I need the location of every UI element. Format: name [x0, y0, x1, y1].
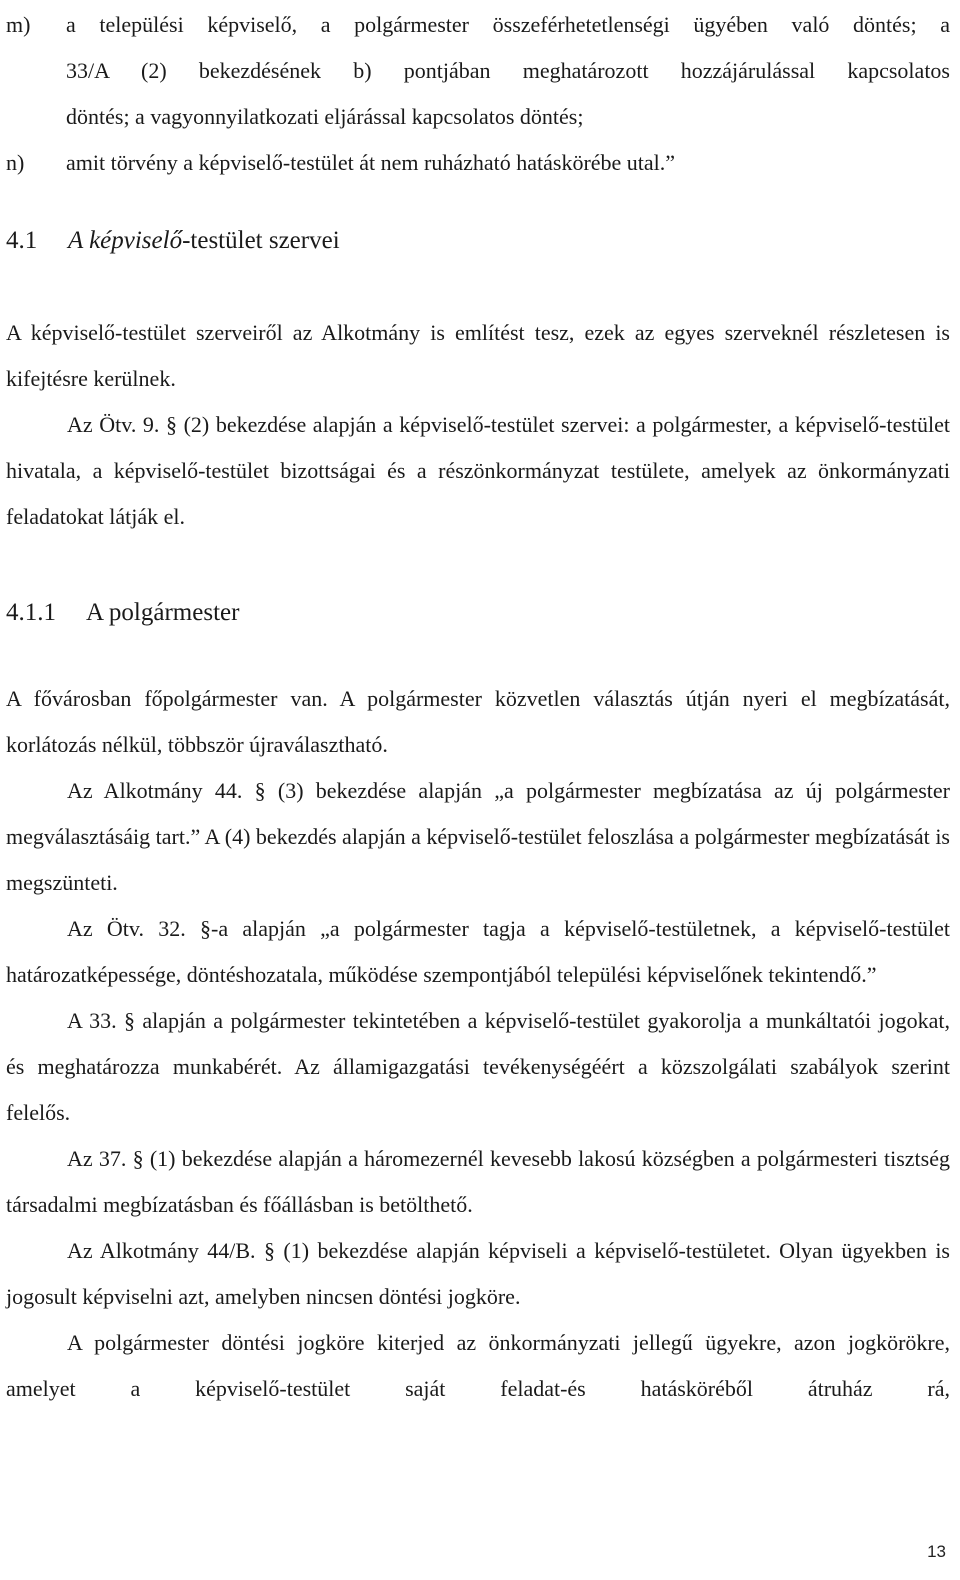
paragraph: Az Ötv. 32. §-a alapján „a polgármester tagja a képviselő-testületnek, a képviselő-testület határozatképessége, döntéshozatala, működése szempontjából települési képviselőnek tekintendő.”: [6, 916, 950, 987]
page-number: 13: [927, 1542, 946, 1561]
paragraph: A képviselő-testület szerveiről az Alkotmány is említést tesz, ezek az egyes szerveknél részletesen is kifejtésre kerülnek.: [6, 320, 950, 391]
paragraph: Az Alkotmány 44. § (3) bekezdése alapján „a polgármester megbízatása az új polgármester megválasztásáig tart.” A (4) bekezdés alapján a képviselő-testület feloszlása a polgármester megbízatását is megszünteti.: [6, 778, 950, 895]
paragraph: Az Alkotmány 44/B. § (1) bekezdése alapján képviseli a képviselő-testületet. Olyan ügyekben is jogosult képviselni azt, amelyben nincsen döntési jogköre.: [6, 1238, 950, 1309]
list-item-n-text: amit törvény a képviselő-testület át nem ruházható hatáskörébe utal.”: [66, 150, 676, 175]
list-item-m: [6, 2, 950, 140]
section-heading-4-1-1: [6, 590, 950, 636]
paragraph: A fővárosban főpolgármester van. A polgármester közvetlen választás útján nyeri el megbízatását, korlátozás nélkül, többször újraválasztható.: [6, 686, 950, 757]
section-number: 4.1.1: [6, 599, 56, 626]
list-item-m-line-1: a települési képviselő, a polgármester összeférhetetlenségi ügyében való döntés; a: [66, 12, 950, 37]
list-item-n: [6, 140, 950, 186]
list-item-m-line-3: döntés; a vagyonnyilatkozati eljárással kapcsolatos döntés;: [66, 104, 584, 129]
section-number: 4.1: [6, 227, 38, 254]
document-page: [6, 0, 950, 1412]
paragraph: A 33. § alapján a polgármester tekintetében a képviselő-testület gyakorolja a munkáltatói jogokat, és meghatározza munkabérét. Az államigazgatási tevékenységéért a közszolgálati szabályok szerint felelős.: [6, 1008, 950, 1125]
section-heading-4-1: [6, 218, 950, 264]
section-title: A polgármester: [86, 599, 240, 626]
paragraph: Az 37. § (1) bekezdése alapján a háromezernél kevesebb lakosú községben a polgármesteri tisztség társadalmi megbízatásban és főállásban is betölthető.: [6, 1146, 950, 1217]
paragraph: Az Ötv. 9. § (2) bekezdése alapján a képviselő-testület szervei: a polgármester, a képviselő-testület hivatala, a képviselő-testület bizottságai és a részönkormányzat testülete, amelyek az önkormányzati feladatokat látják el.: [6, 412, 950, 529]
section-title-rest: -testület szervei: [182, 227, 340, 254]
paragraph: A polgármester döntési jogköre kiterjed az önkormányzati jellegű ügyekre, azon jogkörökre, amelyet a képviselő-testület saját feladat-és hatásköréből átruház rá,: [6, 1330, 950, 1401]
list-item-m-line-2: 33/A (2) bekezdésének b) pontjában meghatározott hozzájárulással kapcsolatos: [66, 58, 950, 83]
list-marker-m: m): [6, 12, 31, 37]
list-marker-n: n): [6, 150, 25, 175]
section-title-italic: A képviselő: [68, 227, 183, 254]
